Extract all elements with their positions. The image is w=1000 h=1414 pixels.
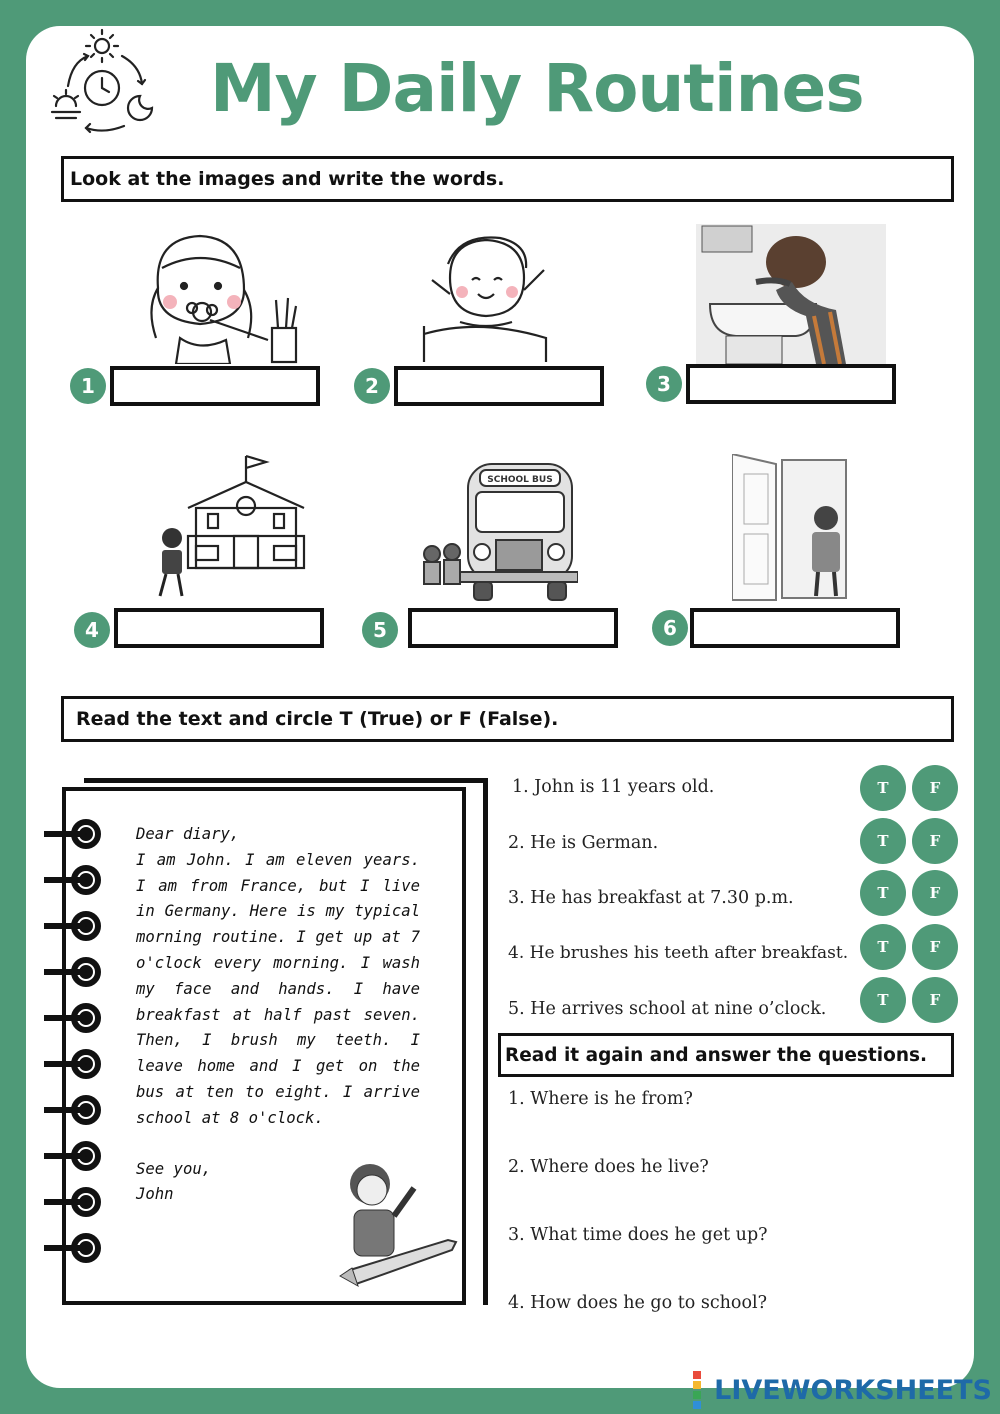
true-button-4[interactable]: T [860,924,906,970]
answer-box-4[interactable] [114,608,324,648]
item-number: 6 [652,610,688,646]
false-button-5[interactable]: F [912,977,958,1023]
true-button-2[interactable]: T [860,818,906,864]
instruction-box-true-false [61,696,954,742]
instruction-text: Look at the images and write the words. [70,168,505,190]
answer-box-1[interactable] [110,366,320,406]
statement-5: 5. He arrives school at nine o’clock. [508,999,827,1019]
false-button-4[interactable]: F [912,924,958,970]
answer-box-2[interactable] [394,366,604,406]
true-button-5[interactable]: T [860,977,906,1023]
diary-greeting: Dear diary, [136,825,240,843]
item-number: 1 [70,368,106,404]
question-3: 3. What time does he get up? [508,1225,768,1245]
diary-signature: John [136,1185,174,1204]
item-number: 5 [362,612,398,648]
boy-washing-face-icon [696,224,886,364]
statement-4: 4. He brushes his teeth after breakfast. [508,943,849,963]
statement-3: 3. He has breakfast at 7.30 p.m. [508,888,794,908]
answer-box-6[interactable] [690,608,900,648]
liveworksheets-logo [692,1370,992,1410]
question-2: 2. Where does he live? [508,1157,709,1177]
instruction-text: Read it again and answer the questions. [505,1044,928,1066]
false-button-2[interactable]: F [912,818,958,864]
spiral-binding [40,816,106,1276]
instruction-box-questions [498,1033,954,1077]
question-1: 1. Where is he from? [508,1089,693,1109]
brand-name: LIVEWORKSHEETS [714,1374,992,1406]
instruction-box-write-words [61,156,954,202]
statement-2: 2. He is German. [508,833,659,853]
daily-cycle-icon [44,26,164,138]
item-number: 3 [646,366,682,402]
instruction-text: Read the text and circle T (True) or F (False). [76,708,559,730]
page-title: My Daily Routines [210,50,864,127]
true-button-1[interactable]: T [860,765,906,811]
item-number: 2 [354,368,390,404]
false-button-3[interactable]: F [912,870,958,916]
diary-text [136,822,420,1208]
answer-box-3[interactable] [686,364,896,404]
brand-squares-icon [692,1370,710,1410]
boy-walking-to-school-icon [148,452,308,600]
boy-with-pencil-icon [330,1160,460,1296]
answer-box-5[interactable] [408,608,618,648]
question-4: 4. How does he go to school? [508,1293,767,1313]
diary-body: I am John. I am eleven years. I am from France, but I live in Germany. Here is my typical morning routine. I get up at 7 o'clock every morning. I wash my face and hands. I have breakfast at half past seven. Then, I brush my teeth. I leave home and I get on the bus at ten to eight. I arrive school at 8 o'clock. [136,850,420,1127]
svg-text:SCHOOL BUS: SCHOOL BUS [487,475,553,485]
true-button-3[interactable]: T [860,870,906,916]
diary-closing: See you, [136,1159,212,1178]
school-bus-icon [418,460,578,604]
boy-waking-up-icon [420,234,550,362]
statement-1: 1. John is 11 years old. [512,777,715,797]
girl-brushing-teeth-icon [140,228,300,364]
false-button-1[interactable]: F [912,765,958,811]
boy-leaving-home-icon [732,454,850,602]
item-number: 4 [74,612,110,648]
